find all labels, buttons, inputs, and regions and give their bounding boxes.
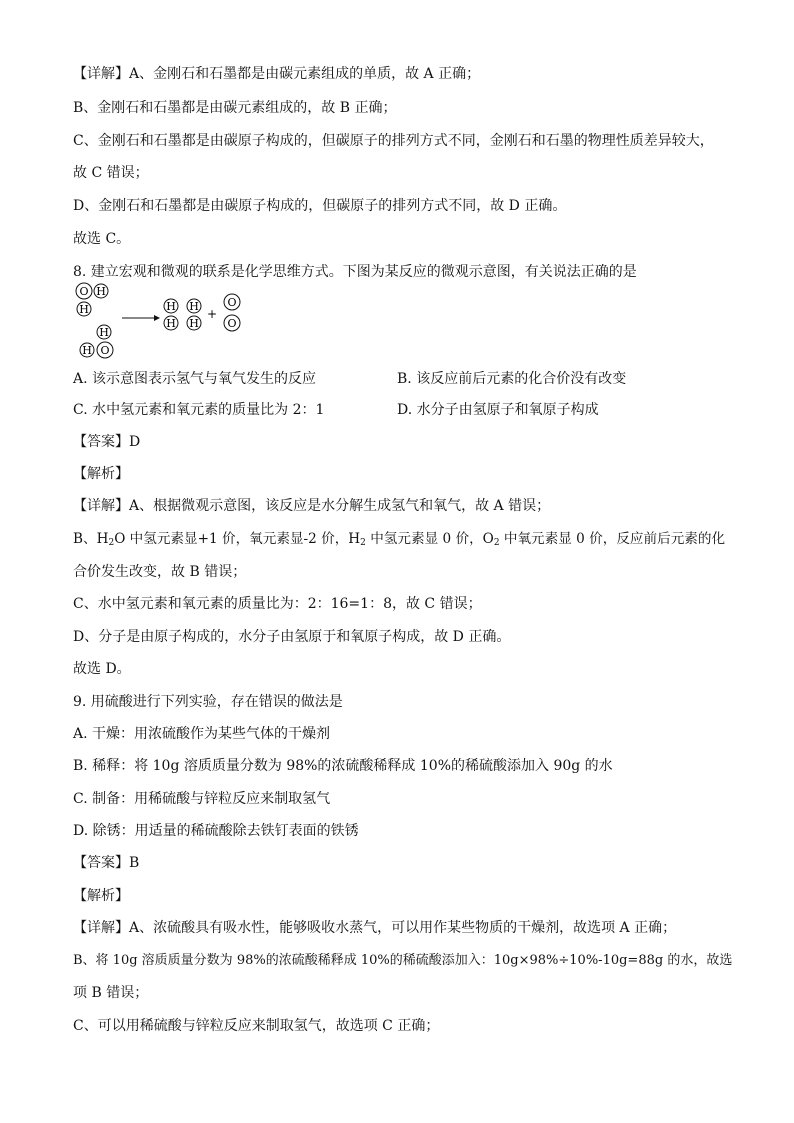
reaction-arrow bbox=[122, 315, 160, 321]
atom-h-label: H bbox=[82, 344, 92, 357]
explain-line-5: D、金刚石和石墨都是由碳原子构成的，但碳原子的排列方式不同，故 D 正确。 bbox=[73, 198, 567, 214]
q9-detail-line-2: B、将 10g 溶质质量分数为 98%的浓硫酸稀释成 10%的稀硫酸添加入：10g×98%÷10%-10g=88g 的水，故选 bbox=[73, 953, 733, 968]
atom-o-label: O bbox=[100, 344, 110, 357]
q8-detail-line-2: B、$H_2O$ 中氢元素显+1 价，氧元素显-2 价，$H_2$ 中氢元素显 0 价，$O_2$ 中氧元素显 0 价，反应前后元素的化 bbox=[73, 531, 726, 548]
atom-h-label: H bbox=[79, 303, 89, 316]
atom-h-label: H bbox=[189, 300, 199, 313]
plus-sign: + bbox=[206, 307, 218, 321]
q8-detail-line-3: 合价发生改变，故 B 错误； bbox=[73, 564, 247, 580]
q8-detail-line-5: D、分子是由原子构成的，水分子由氢原于和氧原子构成，故 D 正确。 bbox=[73, 629, 511, 645]
explain-line-6: 故选 C。 bbox=[73, 231, 131, 247]
atom-o-label: O bbox=[227, 317, 237, 330]
q8-option-c: C. 水中氢元素和氧元素的质量比为 2：1 bbox=[73, 402, 325, 418]
q9-answer: 【答案】B bbox=[73, 855, 140, 871]
q8-option-b: B. 该反应前后元素的化合价没有改变 bbox=[397, 371, 627, 387]
q9-analysis-heading: 【解析】 bbox=[73, 888, 129, 904]
q9-option-b: B. 稀释：将 10g 溶质质量分数为 98%的浓硫酸稀释成 10%的稀硫酸添加入 90g 的水 bbox=[73, 758, 613, 774]
q9-detail-line-4: C、可以用稀硫酸与锌粒反应来制取氢气，故选项 C 正确； bbox=[73, 1018, 440, 1034]
q9-detail-line-1: 【详解】A、浓硫酸具有吸水性，能够吸收水蒸气，可以用作某些物质的干燥剂，故选项 A 正确； bbox=[73, 920, 677, 936]
q9-stem: 9. 用硫酸进行下列实验，存在错误的做法是 bbox=[73, 694, 343, 710]
q9-option-a: A. 干燥：用浓硫酸作为某些气体的干燥剂 bbox=[73, 726, 331, 742]
q9-option-d: D. 除锈：用适量的稀硫酸除去铁钉表面的铁锈 bbox=[73, 823, 359, 839]
explain-line-1: 【详解】A、金刚石和石墨都是由碳元素组成的单质，故 A 正确； bbox=[73, 66, 481, 82]
atom-h-label: H bbox=[189, 317, 199, 330]
q8-detail-line-6: 故选 D。 bbox=[73, 661, 131, 677]
q8-option-a: A. 该示意图表示氢气与氧气发生的反应 bbox=[73, 371, 317, 387]
q8-stem: 8. 建立宏观和微观的联系是化学思维方式。下图为某反应的微观示意图，有关说法正确的是 bbox=[73, 264, 637, 280]
q8-analysis-heading: 【解析】 bbox=[73, 466, 129, 482]
atom-o-label: O bbox=[79, 285, 89, 298]
explain-line-2: B、金刚石和石墨都是由碳元素组成的，故 B 正确； bbox=[73, 100, 397, 116]
explain-line-3: C、金刚石和石墨都是由碳原子构成的，但碳原子的排列方式不同，金刚石和石墨的物理性质差异较大， bbox=[73, 133, 714, 149]
q8-detail-line-4: C、水中氢元素和氧元素的质量比为：2：16=1：8，故 C 错误； bbox=[73, 596, 482, 612]
q8-answer: 【答案】D bbox=[73, 434, 141, 450]
atom-h-label: H bbox=[99, 326, 109, 339]
q9-detail-line-3: 项 B 错误； bbox=[73, 985, 149, 1001]
q9-option-c: C. 制备：用稀硫酸与锌粒反应来制取氢气 bbox=[73, 791, 331, 807]
q8-detail-line-1: 【详解】A、根据微观示意图，该反应是水分解生成氢气和氧气，故 A 错误； bbox=[73, 498, 551, 514]
q8-reaction-diagram bbox=[70, 280, 260, 362]
explain-line-4: 故 C 错误； bbox=[73, 165, 149, 181]
atom-o-label: O bbox=[227, 296, 237, 309]
atom-h-label: H bbox=[166, 300, 176, 313]
atom-h-label: H bbox=[96, 285, 106, 298]
q8-option-d: D. 水分子由氢原子和氧原子构成 bbox=[397, 402, 599, 418]
atom-h-label: H bbox=[166, 317, 176, 330]
